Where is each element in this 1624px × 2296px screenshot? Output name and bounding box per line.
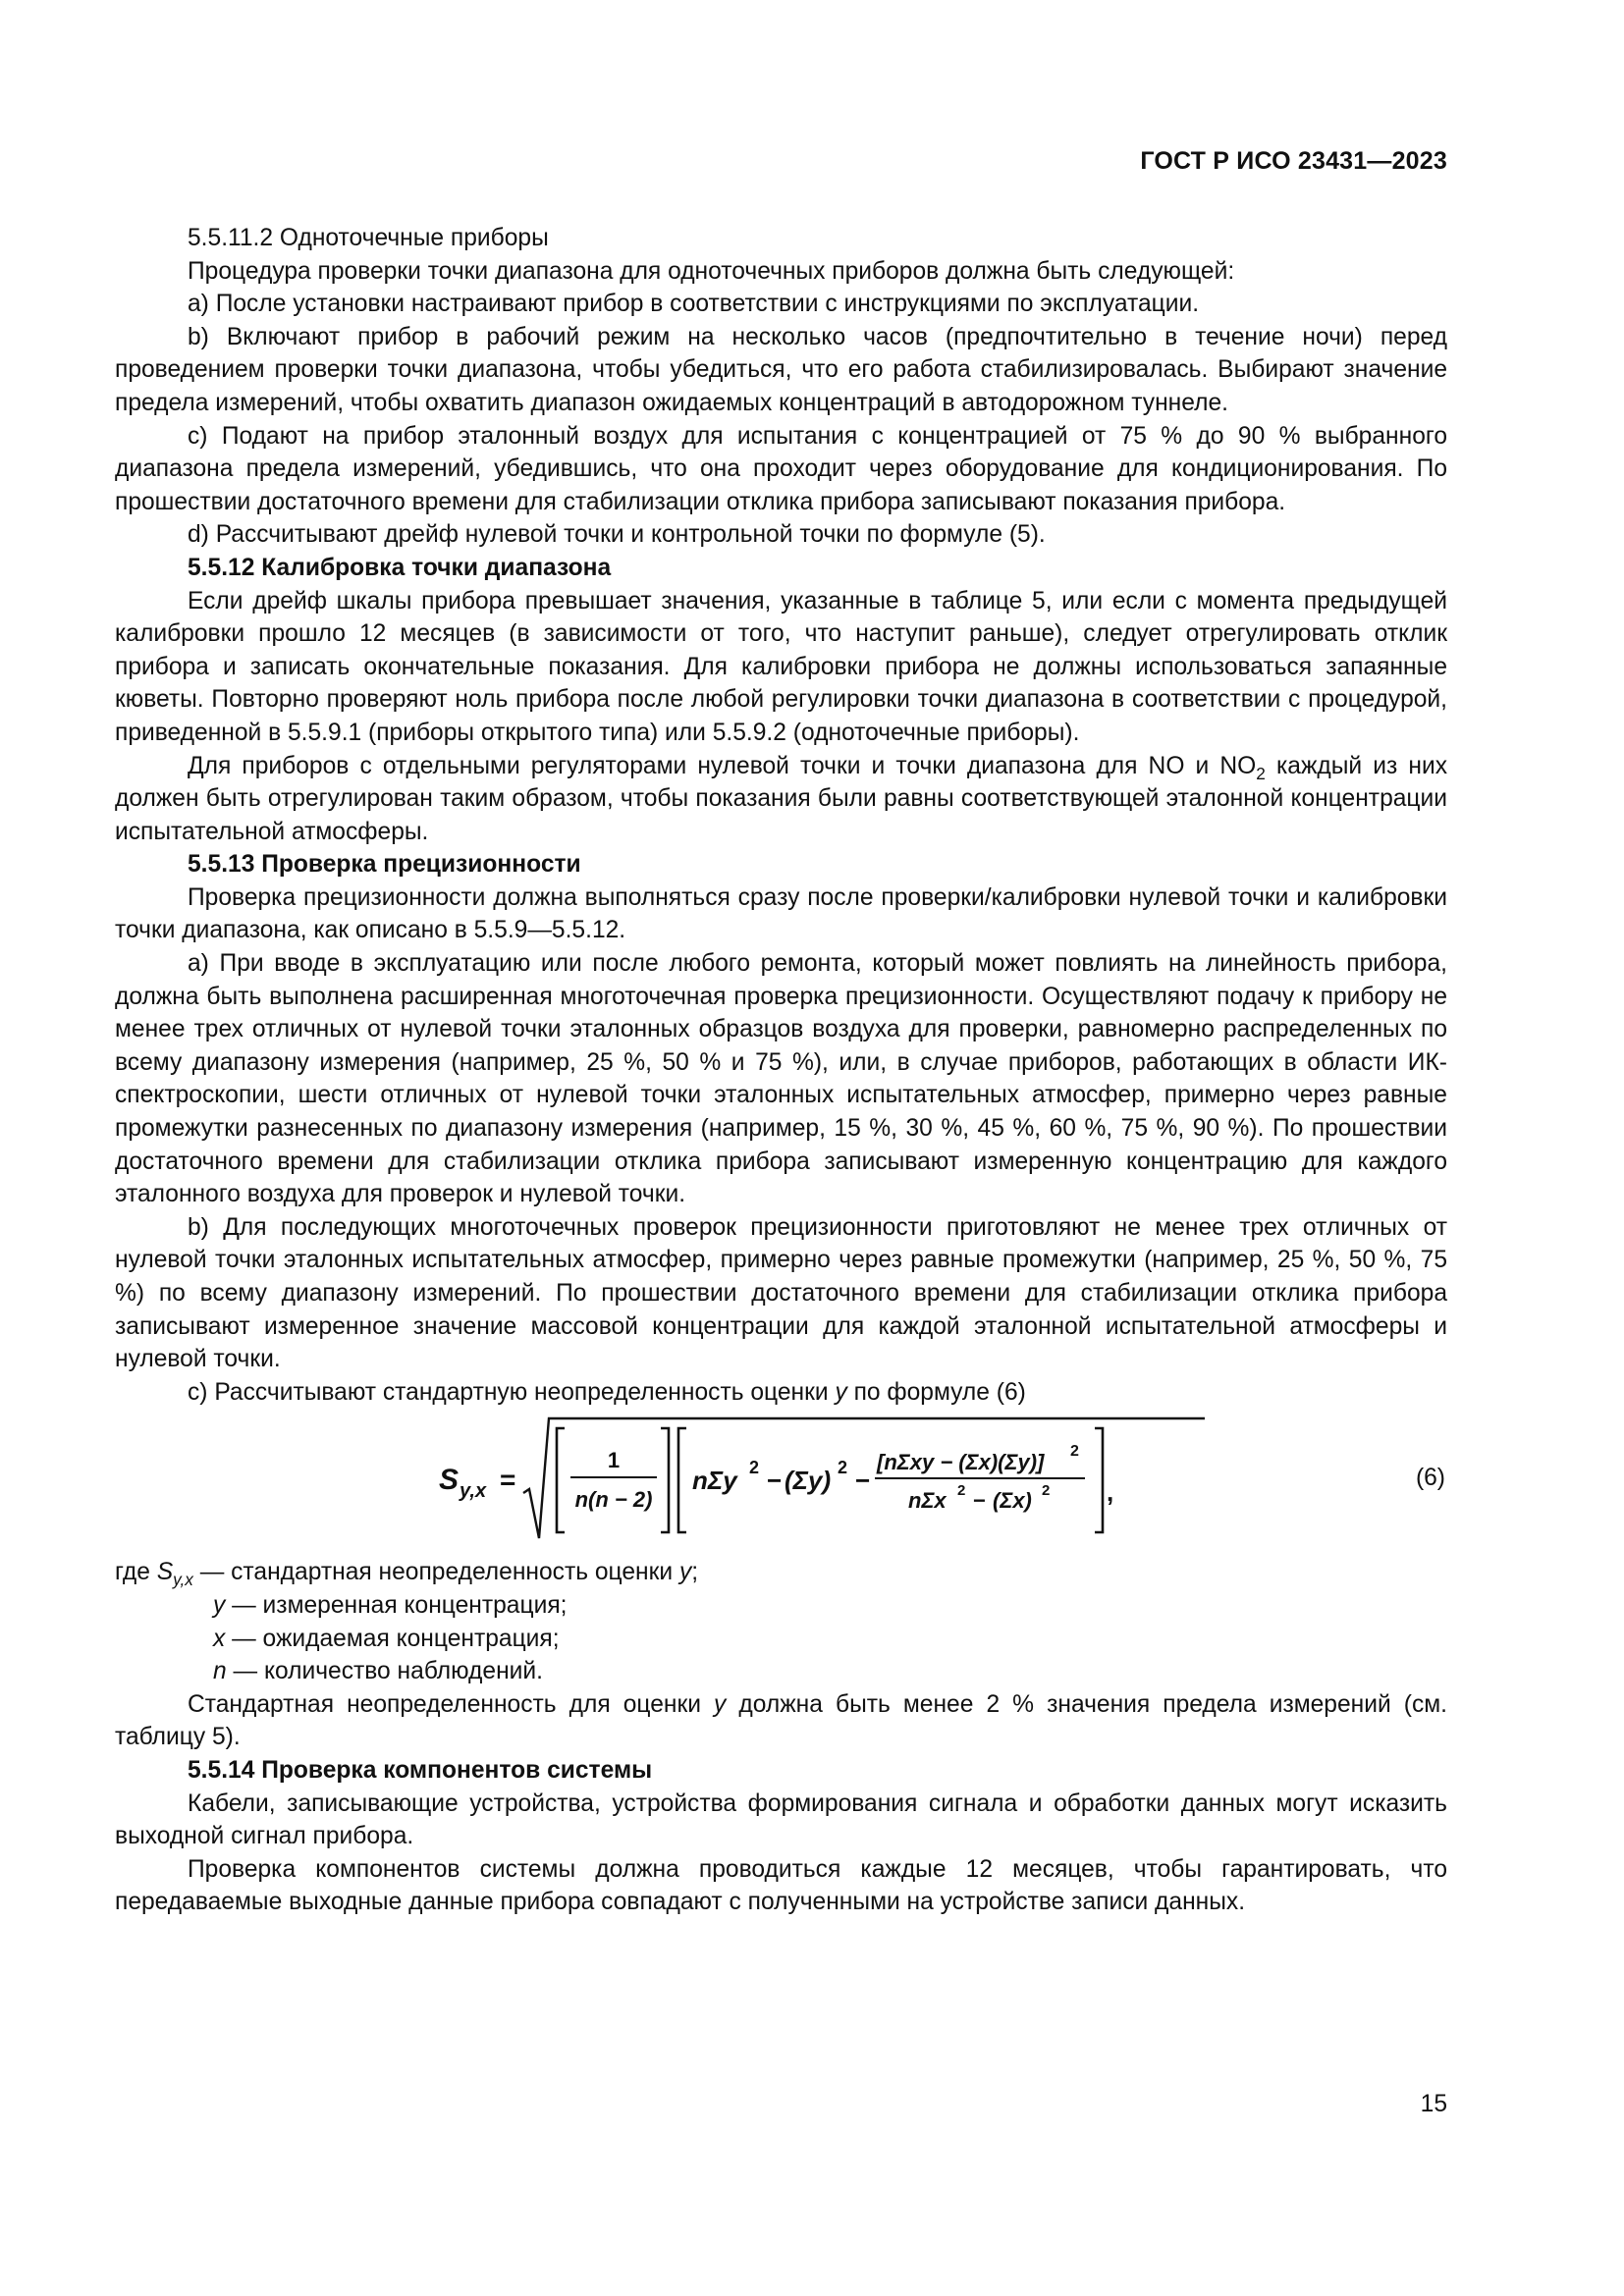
paragraph: Проверка прецизионности должна выполняться сразу после проверки/калибровки нулевой точки и калибровки точки диапазона, как описано в 5.5.9—5.5.12.: [115, 883, 1447, 944]
text-span: — измеренная концентрация;: [225, 1591, 568, 1619]
formula-exponent: 2: [749, 1458, 760, 1478]
paragraph: 5.5.11.2 Одноточечные приборы: [188, 225, 549, 251]
paragraph: a) После установки настраивают прибор в соответствии с инструкциями по эксплуатации.: [188, 291, 1200, 318]
paragraph: b) Включают прибор в рабочий режим на несколько часов (предпочтительно в течение ночи) перед проведением проверки точки диапазона, чтобы убедиться, что его работа стабилизировалась. Выбирают значение предела измерений, чтобы охватить диапазон ожидаемых концентраций в автодорожном туннеле.: [115, 323, 1447, 416]
formula-6: [115, 1413, 1447, 1550]
formula-minus: −: [767, 1466, 783, 1496]
document-header: ГОСТ Р ИСО 23431—2023: [1140, 147, 1447, 175]
variable: y: [714, 1690, 727, 1718]
paragraph: [115, 750, 1447, 849]
formula-denominator-term: (Σx): [993, 1488, 1032, 1514]
paragraph: [115, 1376, 1447, 1410]
where-item: [115, 1655, 1447, 1688]
variable: y: [835, 1378, 847, 1406]
paragraph: a) При вводе в эксплуатацию или после любого ремонта, который может повлиять на линейность прибора, должна быть выполнена расширенная многоточечная проверка прецизионности. Осуществляют подачу к прибору не менее трех отличных от нулевой точки эталонных образцов воздуха для проверки, равномерно распределенных по всему диапазону измерения (например, 25 %, 50 % и 75 %), или, в случае приборов, работающих в области ИК-спектроскопии, шести отличных от нулевой точки эталонных испытательных атмосфер, примерно через равные промежутки разнесенных по диапазону измерения (например, 15 %, 30 %, 45 %, 60 %, 75 %, 90 %). По прошествии достаточного времени для стабилизации отклика прибора записывают измеренную концентрацию для каждого эталонного воздуха для проверок и нулевой точки.: [115, 950, 1447, 1208]
paragraph: Процедура проверки точки диапазона для одноточечных приборов должна быть следующей:: [188, 257, 1235, 285]
variable: y: [678, 1559, 692, 1586]
equation-number: (6): [1415, 1465, 1445, 1492]
text-span: где: [115, 1559, 157, 1586]
paragraph: c) Подают на прибор эталонный воздух для испытания с концентрацией от 75 % до 90 % выбранного диапазона предела измерений, убедившись, что она проходит через оборудование для кондиционирования. По прошествии достаточного времени для стабилизации отклика прибора записывают показания прибора.: [115, 422, 1447, 515]
paragraph: [115, 1688, 1447, 1754]
text-span: по формуле (6): [846, 1378, 1026, 1406]
text-span: Стандартная неопределенность для оценки: [188, 1690, 715, 1718]
text-span: Для приборов с отдельными регуляторами нулевой точки и точки диапазона для NO и NO: [188, 752, 1257, 779]
variable: x: [213, 1625, 226, 1652]
document-body: [115, 222, 1447, 1919]
formula-graphic: [439, 1413, 1224, 1550]
page-number: 15: [1420, 2091, 1447, 2117]
section-heading: 5.5.14 Проверка компонентов системы: [188, 1756, 653, 1784]
paragraph: Проверка компонентов системы должна проводиться каждые 12 месяцев, чтобы гарантировать, что передаваемые выходные данные прибора совпадают с полученными на устройстве записи данных.: [115, 1855, 1447, 1916]
text-span: должна быть менее 2 % значения предела измерений (см. таблицу 5).: [115, 1690, 1448, 1751]
formula-minus: −: [973, 1488, 986, 1514]
variable: y: [213, 1591, 226, 1619]
formula-term: (Σy): [785, 1466, 832, 1496]
paragraph: b) Для последующих многоточечных проверок прецизионности приготовляют не менее трех отличных от нулевой точки эталонных испытательных атмосфер, примерно через равные промежутки (например, 25 %, 50 %, 75 %) по всему диапазону измерений. По прошествии достаточного времени для стабилизации отклика прибора записывают измеренное значение массовой концентрации для каждой эталонной испытательной атмосферы и нулевой точки.: [115, 1213, 1447, 1373]
text-span: ;: [691, 1559, 699, 1586]
paragraph: Кабели, записывающие устройства, устройства формирования сигнала и обработки данных могут исказить выходной сигнал прибора.: [115, 1789, 1447, 1850]
left-bracket: [557, 1428, 565, 1532]
formula-equals: =: [500, 1465, 516, 1496]
formula-minus: −: [855, 1466, 871, 1496]
left-bracket: [678, 1428, 686, 1532]
fraction-denominator: n(n − 2): [574, 1487, 653, 1513]
variable: n: [213, 1658, 227, 1685]
right-bracket: [1095, 1428, 1103, 1532]
formula-exponent: 2: [957, 1482, 966, 1500]
variable: S: [156, 1559, 174, 1586]
text-span: — количество наблюдений.: [226, 1658, 543, 1685]
section-heading: 5.5.13 Проверка прецизионности: [188, 851, 581, 879]
formula-comma: ,: [1107, 1477, 1114, 1508]
text-span: c) Рассчитывают стандартную неопределенность оценки: [188, 1378, 836, 1406]
formula-lhs: S: [439, 1464, 460, 1497]
paragraph: Если дрейф шкалы прибора превышает значения, указанные в таблице 5, или если с момента предыдущей калибровки прошло 12 месяцев (в зависимости от того, что наступит раньше), следует отрегулировать отклик прибора и записать окончательные показания. Для калибровки прибора не должны использоваться запаянные кюветы. Повторно проверяют ноль прибора после любой регулировки точки диапазона в соответствии с процедурой, приведенной в 5.5.9.1 (приборы открытого типа) или 5.5.9.2 (одноточечные приборы).: [115, 587, 1447, 746]
fraction-numerator: 1: [607, 1448, 621, 1473]
formula-numerator: [nΣxy − (Σx)(Σy)]: [877, 1450, 1045, 1475]
where-item: [115, 1623, 1447, 1656]
where-item: [115, 1589, 1447, 1623]
formula-denominator-term: nΣx: [908, 1488, 947, 1514]
text-span: — ожидаемая концентрация;: [225, 1625, 560, 1652]
text-span: — стандартная неопределенность оценки: [192, 1559, 679, 1586]
formula-exponent: 2: [1042, 1482, 1051, 1500]
formula-exponent: 2: [1070, 1443, 1079, 1461]
subscript: y,x: [173, 1570, 193, 1590]
subscript: 2: [1256, 763, 1266, 783]
paragraph: d) Рассчитывают дрейф нулевой точки и контрольной точки по формуле (5).: [188, 521, 1046, 549]
formula-exponent: 2: [838, 1458, 848, 1478]
where-clause: [115, 1556, 1447, 1589]
formula-lhs-subscript: y,x: [460, 1480, 487, 1503]
section-heading: 5.5.12 Калибровка точки диапазона: [188, 554, 612, 581]
right-bracket: [661, 1428, 669, 1532]
text-span: каждый из них должен быть отрегулирован таким образом, чтобы показания были равны соответствующей эталонной концентрации испытательной атмосферы.: [115, 752, 1448, 845]
formula-term: nΣy: [692, 1466, 737, 1496]
